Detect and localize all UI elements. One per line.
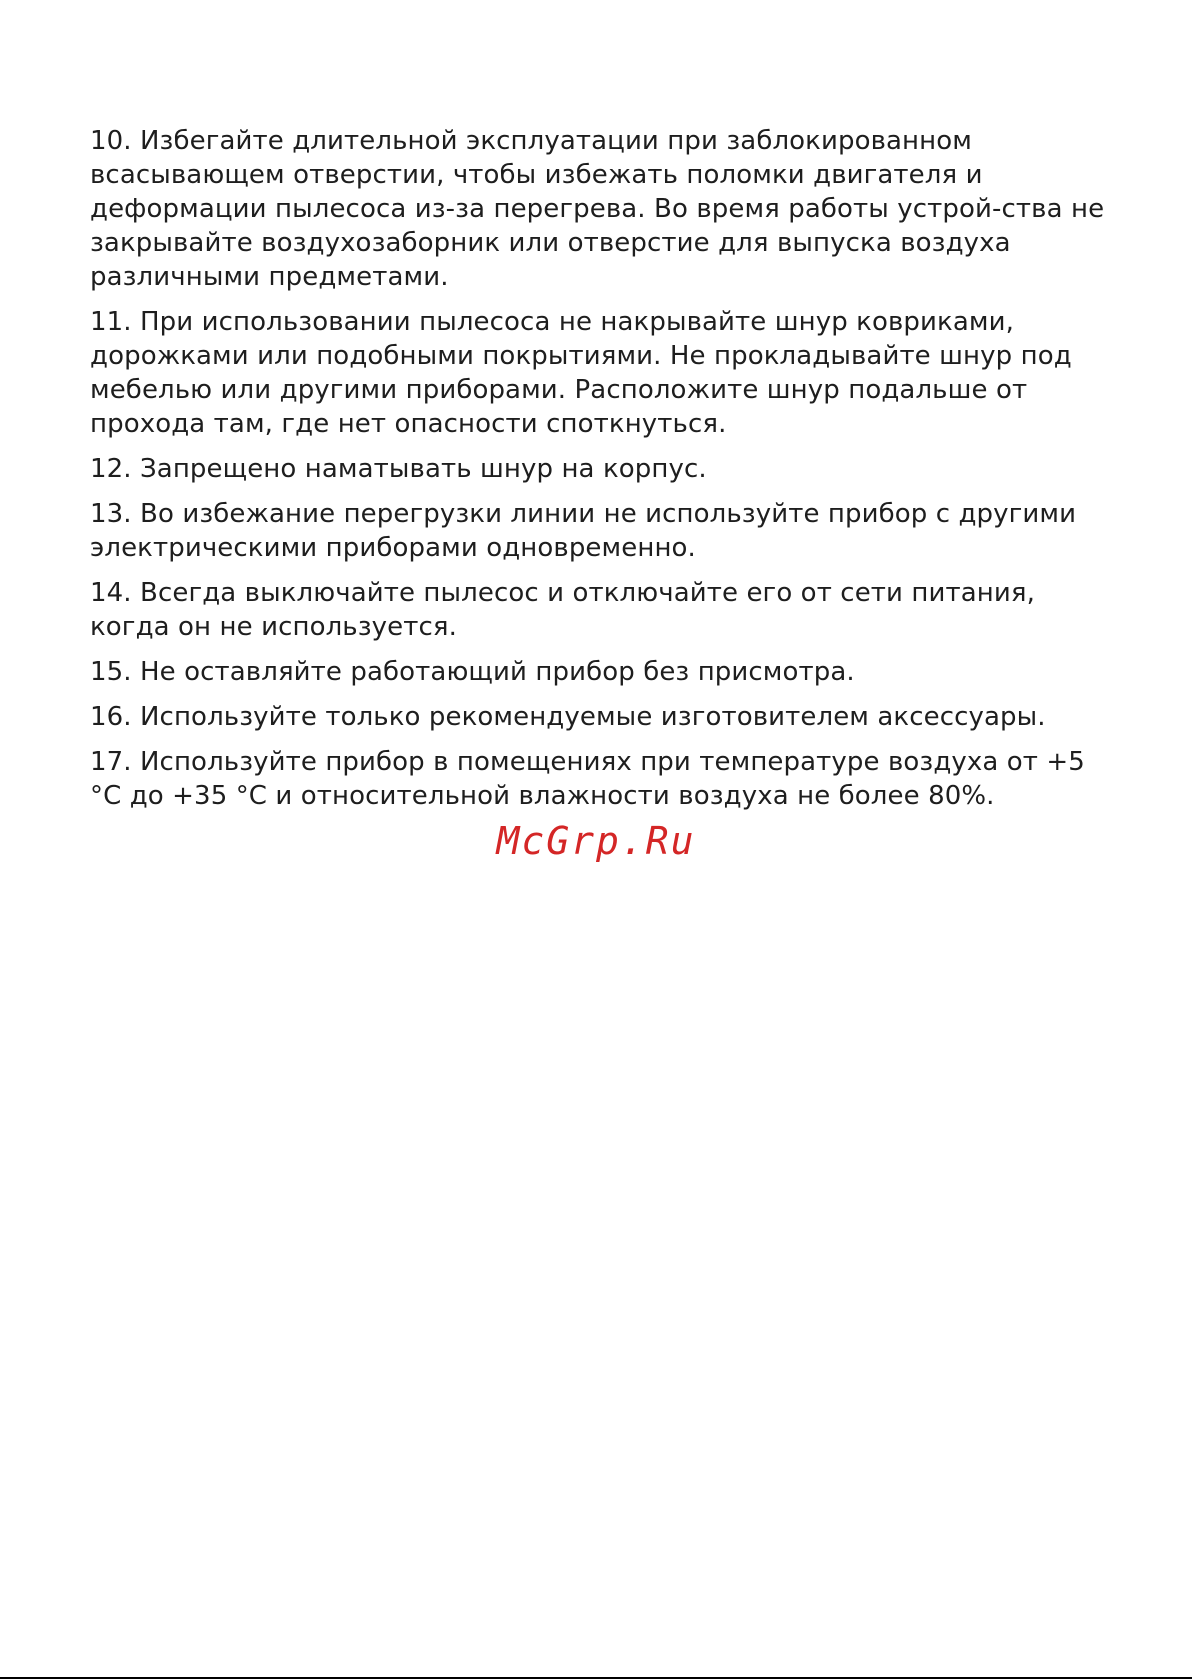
instruction-item-15: 15. Не оставляйте работающий прибор без присмотра. bbox=[90, 657, 855, 687]
instruction-item-17: 17. Используйте прибор в помещениях при температуре воздуха от +5 °С до +35 °С и относительной влажности воздуха не более 80%. bbox=[90, 747, 1085, 811]
safety-instructions-list bbox=[90, 124, 1120, 824]
instruction-item-12: 12. Запрещено наматывать шнур на корпус. bbox=[90, 454, 707, 484]
instruction-item-11: 11. При использовании пылесоса не накрывайте шнур ковриками, дорожками или подобными покрытиями. Не прокладывайте шнур под мебелью или другими приборами. Расположите шнур подальше от прохода там, где нет опасности споткнуться. bbox=[90, 307, 1072, 439]
instruction-item-14: 14. Всегда выключайте пылесос и отключайте его от сети питания, когда он не используется. bbox=[90, 578, 1035, 642]
site-watermark: McGrp.Ru bbox=[496, 819, 696, 863]
instruction-item-16: 16. Используйте только рекомендуемые изготовителем аксессуары. bbox=[90, 702, 1046, 732]
instruction-item-10: 10. Избегайте длительной эксплуатации при заблокированном всасывающем отверстии, чтобы избежать поломки двигателя и деформации пылесоса из-за перегрева. Во время работы устрой-ства не закрывайте воздухозаборник или отверстие для выпуска воздуха различными предметами. bbox=[90, 126, 1105, 292]
instruction-item-13: 13. Во избежание перегрузки линии не используйте прибор с другими электрическими приборами одновременно. bbox=[90, 499, 1077, 563]
